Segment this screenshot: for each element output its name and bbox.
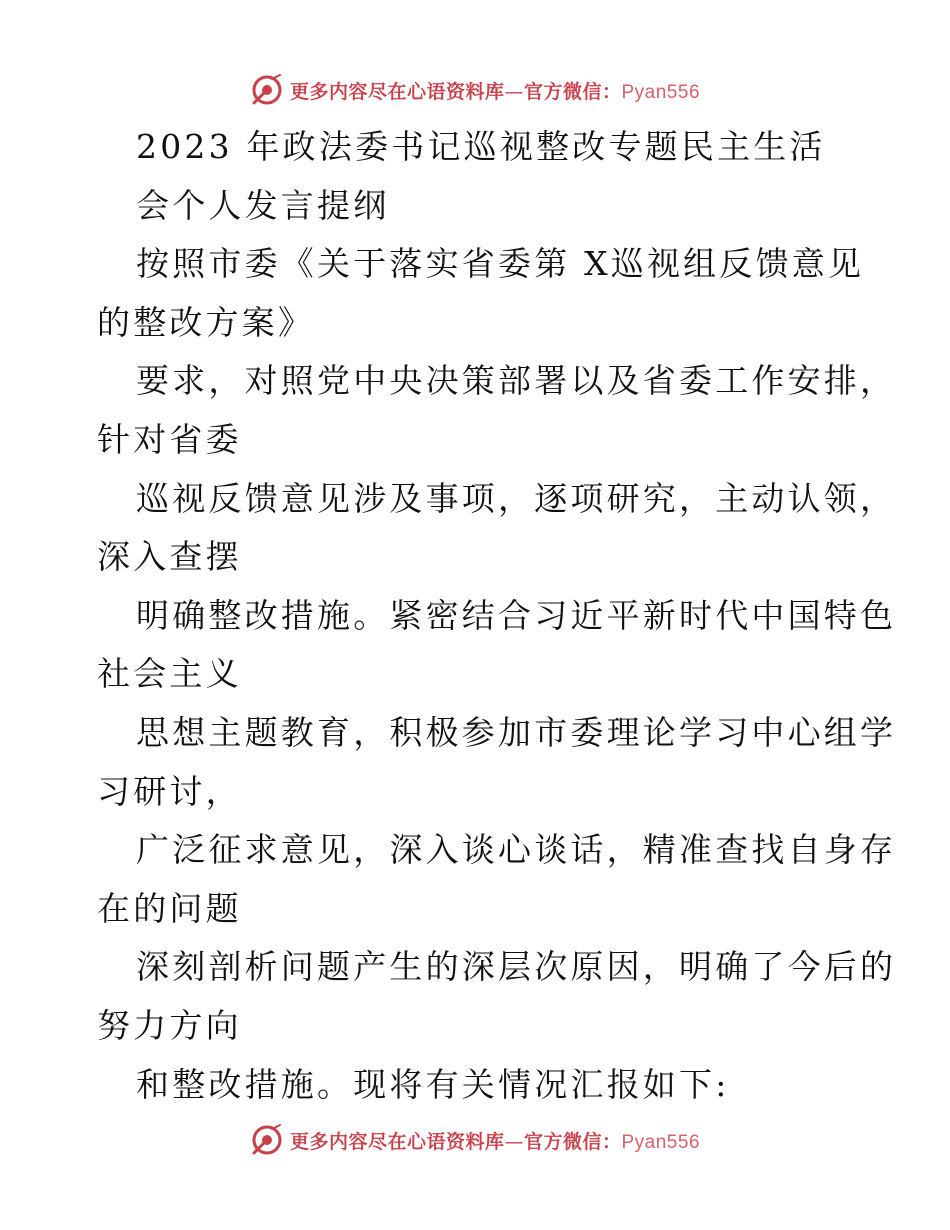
- text-line: 要求，对照党中央决策部署以及省委工作安排，: [136, 361, 897, 401]
- text-line: 会个人发言提纲: [136, 185, 390, 225]
- text-line: 广泛征求意见，深入谈心谈话，精准查找自身存: [136, 830, 897, 870]
- text-line: 2023 年政法委书记巡视整改专题民主生活: [136, 127, 826, 166]
- text-line: 深刻剖析问题产生的深层次原因，明确了今后的: [136, 947, 897, 987]
- text-line: 针对省委: [97, 419, 242, 459]
- text-line: 的整改方案》: [97, 302, 315, 342]
- watermark-wechat-label: 官方微信：: [523, 1130, 622, 1153]
- text-line: 深入查摆: [97, 537, 242, 577]
- watermark-main-text: 更多内容尽在心语资料库: [289, 80, 505, 103]
- text-line: 按照市委《关于落实省委第 X巡视组反馈意见: [136, 244, 865, 284]
- text-line: 明确整改措施。紧密结合习近平新时代中国特色: [136, 595, 897, 635]
- watermark-wechat-label: 官方微信：: [523, 80, 622, 103]
- watermark-dash: —: [504, 1130, 524, 1153]
- text-line: 思想主题教育，积极参加市委理论学习中心组学: [136, 712, 897, 752]
- text-line: 巡视反馈意见涉及事项，逐项研究，主动认领，: [136, 478, 897, 518]
- watermark-main-text: 更多内容尽在心语资料库: [289, 1130, 505, 1153]
- footer-watermark: [0, 1120, 950, 1160]
- text-line: 习研讨，: [97, 771, 242, 811]
- document-body: [97, 118, 897, 1114]
- text-line: 社会主义: [97, 654, 242, 694]
- text-line: 和整改措施。现将有关情况汇报如下:: [136, 1064, 730, 1104]
- header-watermark: [0, 70, 950, 110]
- watermark-dash: —: [504, 80, 524, 103]
- pen-logo-icon: [250, 73, 284, 107]
- text-line: 在的问题: [97, 888, 242, 928]
- pen-logo-icon: [250, 1123, 284, 1157]
- text-line: 努力方向: [97, 1005, 242, 1045]
- watermark-wechat-id: Pyan556: [621, 1131, 701, 1153]
- watermark-wechat-id: Pyan556: [621, 81, 701, 103]
